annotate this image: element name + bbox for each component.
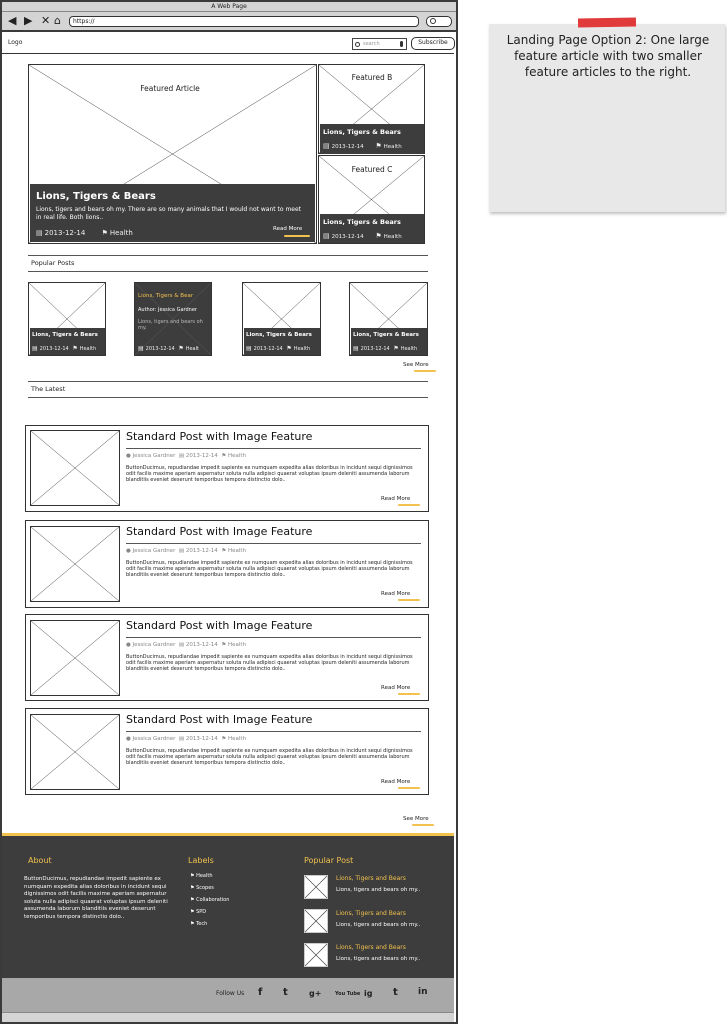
popular-post-tag[interactable]: Healt	[185, 346, 199, 352]
calendar-icon: ▤	[178, 453, 185, 459]
tag-icon: ⚑	[101, 229, 108, 237]
tape-icon	[578, 17, 636, 27]
post-body: ButtonDucimus, repudiandae impedit sapiente ex numquam expedita alias doloribus in incidunt sequi dignissimos odit facilis maxime aperiam aspernatur soluta nulla adipisci quaerat voluptas ipsum deleniti assumenda laborum blanditiis eveniet deserunt temporibus tempora distinctio dolo..	[126, 748, 413, 766]
footer-popular-thumb[interactable]	[304, 909, 328, 933]
popular-post-4-caption	[351, 328, 427, 355]
facebook-icon[interactable]: f	[258, 987, 263, 998]
post-read-more[interactable]: Read More	[381, 779, 411, 785]
forward-icon[interactable]: ▶	[24, 14, 33, 27]
image-placeholder-icon	[31, 527, 119, 601]
close-icon[interactable]: ✕	[41, 14, 51, 27]
window-status-bar	[2, 1012, 454, 1022]
post-meta	[126, 736, 246, 742]
post-author[interactable]: Jessica Gardner	[132, 453, 176, 459]
url-input[interactable]: https://	[69, 16, 419, 27]
featured-main-tag[interactable]: Health	[109, 229, 133, 237]
post-date: 2013-12-14	[185, 642, 218, 648]
featured-main-caption	[30, 184, 315, 242]
window-title: A Web Page	[2, 2, 456, 12]
calendar-icon: ▤	[178, 548, 185, 554]
youtube-icon[interactable]: You Tube	[335, 991, 361, 997]
post-tag[interactable]: Health	[228, 642, 247, 648]
tag-icon: ⚑	[221, 548, 227, 554]
post-title[interactable]: Standard Post with Image Feature	[126, 430, 313, 443]
popular-post-2[interactable]	[134, 282, 212, 356]
calendar-icon: ▤	[138, 345, 144, 352]
footer-about-heading: About	[28, 856, 52, 865]
post-title[interactable]: Standard Post with Image Feature	[126, 525, 313, 538]
browser-toolbar	[2, 12, 456, 32]
popular-post-date: 2013-12-14	[253, 346, 283, 352]
home-icon[interactable]: ⌂	[54, 14, 61, 27]
popular-post-tag[interactable]: Health	[400, 346, 418, 352]
user-icon: ●	[126, 736, 131, 742]
linkedin-icon[interactable]: in	[418, 987, 428, 997]
post-body: ButtonDucimus, repudiandae impedit sapiente ex numquam expedita alias doloribus in incidunt sequi dignissimos odit facilis maxime aperiam aspernatur soluta nulla adipisci quaerat voluptas ipsum deleniti assumenda laborum blanditiis eveniet deserunt temporibus tempora distinctio dolo..	[126, 465, 413, 483]
microphone-icon	[400, 41, 403, 47]
user-icon: ●	[126, 453, 131, 459]
footer-popular-thumb[interactable]	[304, 943, 328, 967]
post-meta	[126, 453, 246, 459]
calendar-icon: ▤	[36, 229, 43, 237]
popular-post-tag[interactable]: Health	[293, 346, 311, 352]
google-plus-icon[interactable]: g+	[309, 989, 322, 998]
browser-search-button[interactable]	[426, 16, 452, 27]
image-placeholder-icon	[31, 431, 119, 505]
post-tag[interactable]: Health	[228, 736, 247, 742]
latest-see-more-link[interactable]: See More	[403, 816, 429, 822]
featured-b-tag[interactable]: Health	[383, 144, 402, 150]
image-placeholder-icon	[31, 715, 119, 789]
footer-popular-text: Lions, tigers and bears oh my..	[336, 956, 421, 962]
featured-main-title[interactable]: Lions, Tigers & Bears	[36, 191, 156, 202]
featured-c-label: Featured C	[351, 165, 393, 174]
footer-labels-heading: Labels	[188, 856, 214, 865]
popular-post-1-caption	[30, 328, 105, 355]
popular-post-meta	[353, 345, 417, 352]
read-more-underline	[398, 693, 420, 695]
standard-post[interactable]	[25, 614, 429, 701]
popular-post-excerpt: Lions, tigers and bears oh my.	[138, 319, 203, 331]
search-placeholder: search	[363, 41, 380, 47]
post-date: 2013-12-14	[185, 736, 218, 742]
social-bar	[2, 978, 454, 1012]
tag-icon: ⚑	[190, 885, 195, 891]
tag-icon: ⚑	[375, 142, 382, 150]
featured-main-label: Featured Article	[140, 84, 200, 93]
tumblr-icon[interactable]: t	[393, 987, 398, 998]
featured-b-label: Featured B	[351, 73, 393, 82]
featured-main-read-more[interactable]: Read More	[273, 226, 303, 232]
footer-label-item[interactable]	[190, 873, 213, 879]
site-search-input[interactable]	[352, 38, 407, 50]
post-image[interactable]	[30, 430, 120, 506]
search-icon	[355, 42, 360, 47]
read-more-underline	[284, 235, 310, 237]
popular-post-meta	[246, 345, 310, 352]
tag-icon: ⚑	[190, 873, 195, 879]
footer-label-text: Tech	[196, 921, 208, 927]
site-header	[2, 34, 454, 54]
standard-post[interactable]	[25, 708, 429, 795]
featured-c-title[interactable]: Lions, Tigers & Bears	[323, 218, 401, 226]
popular-post-date: 2013-12-14	[145, 346, 175, 352]
tag-icon: ⚑	[190, 921, 195, 927]
twitter-icon[interactable]: t	[283, 987, 288, 998]
footer-label-item[interactable]	[190, 921, 207, 927]
footer-about-text: ButtonDucimus, repudiandae impedit sapiente ex numquam expedita alias doloribus in incidunt sequi dignissimos odit facilis maxime aperiam aspernatur soluta nulla adipisci quaerat voluptas ipsum deleniti assumenda laborum blanditiis eveniet deserunt temporibus tempora distinctio dolo..	[24, 876, 168, 920]
popular-post-title[interactable]: Lions, Tigers & Bear	[138, 293, 194, 299]
popular-post-title[interactable]: Lions, Tigers & Bears	[32, 332, 98, 338]
subscribe-button[interactable]: Subscribe	[411, 37, 455, 50]
featured-b-date: 2013-12-14	[331, 144, 364, 150]
image-placeholder-icon	[305, 910, 327, 932]
tag-icon: ⚑	[221, 453, 227, 459]
back-icon[interactable]: ◀	[8, 14, 17, 27]
popular-post-title[interactable]: Lions, Tigers & Bears	[246, 332, 312, 338]
instagram-icon[interactable]: ig	[364, 989, 373, 998]
standard-post[interactable]	[25, 425, 429, 512]
tag-icon: ⚑	[72, 345, 78, 352]
user-icon: ●	[126, 548, 131, 554]
featured-c-tag[interactable]: Health	[383, 234, 402, 240]
calendar-icon: ▤	[246, 345, 252, 352]
see-more-underline	[412, 824, 434, 826]
featured-b-meta	[323, 142, 402, 150]
tag-icon: ⚑	[393, 345, 399, 352]
see-more-underline	[414, 370, 436, 372]
post-read-more[interactable]: Read More	[381, 685, 411, 691]
popular-post-3-caption	[244, 328, 320, 355]
post-body: ButtonDucimus, repudiandae impedit sapiente ex numquam expedita alias doloribus in incidunt sequi dignissimos odit facilis maxime aperiam aspernatur soluta nulla adipisci quaerat voluptas ipsum deleniti assumenda laborum blanditiis eveniet deserunt temporibus tempora distinctio dolo..	[126, 560, 413, 578]
featured-main-excerpt: Lions, tigers and bears oh my. There are so many animals that I would not want to meet in real life. Both lions..	[36, 206, 302, 221]
post-title[interactable]: Standard Post with Image Feature	[126, 713, 313, 726]
post-read-more[interactable]: Read More	[381, 496, 411, 502]
footer-label-item[interactable]	[190, 897, 229, 903]
footer-popular-heading: Popular Post	[304, 856, 354, 865]
image-placeholder-icon	[31, 621, 119, 695]
tag-icon: ⚑	[286, 345, 292, 352]
calendar-icon: ▤	[178, 642, 185, 648]
post-divider	[126, 637, 421, 638]
footer-popular-text: Lions, tigers and bears oh my..	[336, 922, 421, 928]
post-image[interactable]	[30, 620, 120, 696]
post-author[interactable]: Jessica Gardner	[132, 642, 176, 648]
footer-popular-title[interactable]: Lions, Tigers and Bears	[336, 910, 406, 917]
site-logo[interactable]: Logo	[8, 39, 23, 46]
image-placeholder-icon	[305, 944, 327, 966]
footer-popular-title[interactable]: Lions, Tigers and Bears	[336, 944, 406, 951]
read-more-underline	[398, 787, 420, 789]
popular-post-author: Author: Jessica Gardner	[138, 307, 197, 313]
follow-us-label: Follow Us	[216, 990, 245, 997]
tag-icon: ⚑	[190, 909, 195, 915]
post-image[interactable]	[30, 714, 120, 790]
footer-label-text: Collaboration	[196, 897, 230, 903]
post-read-more[interactable]: Read More	[381, 591, 411, 597]
post-meta	[126, 642, 246, 648]
read-more-underline	[398, 599, 420, 601]
post-image[interactable]	[30, 526, 120, 602]
tag-icon: ⚑	[178, 345, 184, 352]
post-date: 2013-12-14	[185, 548, 218, 554]
site-footer	[2, 833, 454, 978]
popular-post-meta	[32, 345, 96, 352]
popular-post-date: 2013-12-14	[360, 346, 390, 352]
calendar-icon: ▤	[353, 345, 359, 352]
footer-label-text: SPD	[196, 909, 207, 915]
post-meta	[126, 548, 246, 554]
footer-label-text: Health	[196, 873, 213, 879]
sticky-note-text: Landing Page Option 2: One large feature article with two smaller feature articles to the right.	[506, 33, 710, 79]
calendar-icon: ▤	[323, 232, 330, 240]
footer-label-item[interactable]	[190, 885, 214, 891]
calendar-icon: ▤	[323, 142, 330, 150]
image-placeholder-icon	[305, 876, 327, 898]
footer-popular-thumb[interactable]	[304, 875, 328, 899]
footer-popular-text: Lions, tigers and bears oh my..	[336, 887, 421, 893]
tag-icon: ⚑	[221, 736, 227, 742]
popular-post-date: 2013-12-14	[39, 346, 69, 352]
popular-post-meta	[138, 345, 199, 352]
post-date: 2013-12-14	[185, 453, 218, 459]
featured-main-meta	[36, 229, 133, 237]
post-divider	[126, 448, 421, 449]
featured-main-date: 2013-12-14	[44, 229, 86, 237]
popular-posts-heading: Popular Posts	[28, 255, 428, 272]
popular-post-tag[interactable]: Health	[79, 346, 97, 352]
latest-heading: The Latest	[28, 381, 428, 398]
post-tag[interactable]: Health	[228, 453, 247, 459]
calendar-icon: ▤	[178, 736, 185, 742]
post-divider	[126, 543, 421, 544]
tag-icon: ⚑	[375, 232, 382, 240]
calendar-icon: ▤	[32, 345, 38, 352]
sticky-note	[489, 24, 725, 212]
tag-icon: ⚑	[221, 642, 227, 648]
post-divider	[126, 731, 421, 732]
featured-c-date: 2013-12-14	[331, 234, 364, 240]
search-icon	[430, 18, 436, 24]
tag-icon: ⚑	[190, 897, 195, 903]
user-icon: ●	[126, 642, 131, 648]
read-more-underline	[398, 504, 420, 506]
post-tag[interactable]: Health	[228, 548, 247, 554]
post-author[interactable]: Jessica Gardner	[132, 736, 176, 742]
featured-c-meta	[323, 232, 402, 240]
post-body: ButtonDucimus, repudiandae impedit sapiente ex numquam expedita alias doloribus in incidunt sequi dignissimos odit facilis maxime aperiam aspernatur soluta nulla adipisci quaerat voluptas ipsum deleniti assumenda laborum blanditiis eveniet deserunt temporibus tempora distinctio dolo..	[126, 654, 413, 672]
footer-popular-title[interactable]: Lions, Tigers and Bears	[336, 875, 406, 882]
footer-label-text: Scopes	[196, 885, 214, 891]
popular-see-more-link[interactable]: See More	[403, 362, 429, 368]
post-author[interactable]: Jessica Gardner	[132, 548, 176, 554]
post-title[interactable]: Standard Post with Image Feature	[126, 619, 313, 632]
footer-label-item[interactable]	[190, 909, 206, 915]
popular-post-title[interactable]: Lions, Tigers & Bears	[353, 332, 419, 338]
featured-b-caption	[320, 124, 424, 154]
featured-b-title[interactable]: Lions, Tigers & Bears	[323, 128, 401, 136]
standard-post[interactable]	[25, 520, 429, 608]
featured-c-caption	[320, 214, 424, 243]
